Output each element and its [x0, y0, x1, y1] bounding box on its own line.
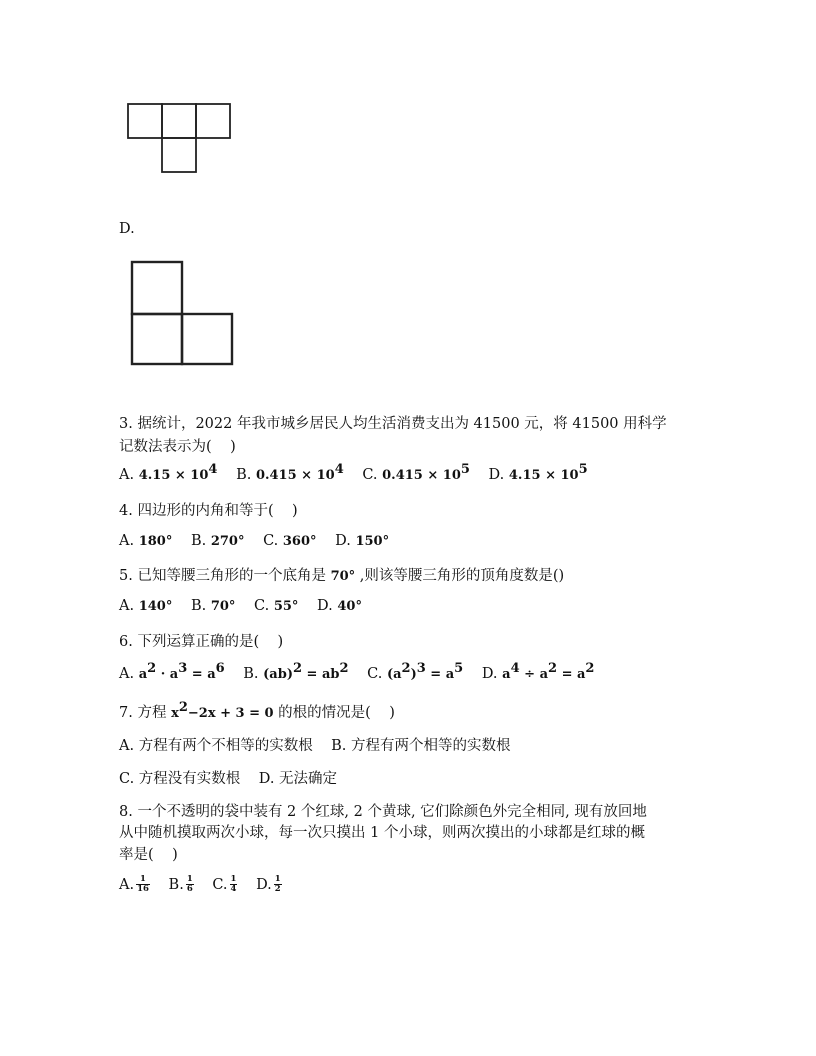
q6-options: [119, 661, 608, 682]
net-square: [132, 262, 182, 314]
q8-option-a[interactable]: A. $\frac{1}{16}$: [119, 874, 149, 894]
q8-option-b[interactable]: B. $\frac{1}{6}$: [168, 874, 193, 894]
q8-line1: 8. 一个不透明的袋中装有 2 个红球, 2 个黄球, 它们除颜色外完全相同, 现有放回地: [119, 804, 647, 820]
q3-option-c[interactable]: C. $0.415 \times 10^5$: [362, 462, 470, 483]
q8-line3: 率是( ): [119, 847, 178, 863]
q7-options-line2[interactable]: C. 方程没有实数根 D. 无法确定: [119, 771, 338, 787]
net-square: [182, 314, 232, 364]
q4-option-c[interactable]: C. 360°: [263, 533, 317, 549]
q5-option-a[interactable]: A. 140°: [119, 598, 173, 614]
q3-options: [119, 462, 602, 483]
net-square: [132, 314, 182, 364]
q8-option-d[interactable]: D. $\frac{1}{2}$: [256, 874, 281, 894]
net-square: [162, 104, 196, 138]
q5-option-c[interactable]: C. 55°: [254, 598, 299, 614]
q8-option-c[interactable]: C. $\frac{1}{4}$: [212, 874, 237, 894]
net-square: [162, 138, 196, 172]
q3-line1: 3. 据统计，2022 年我市城乡居民人均生活消费支出为 41500 元，将 41500 用科学: [119, 416, 667, 432]
net-square: [128, 104, 162, 138]
q4-stem: 4. 四边形的内角和等于( ): [119, 503, 298, 519]
q3-line2: 记数法表示为( ): [119, 439, 236, 455]
q6-option-a[interactable]: A. $a^2 \cdot a^3 = a^6$: [119, 661, 225, 682]
q8-line2: 从中随机摸取两次小球，每一次只摸出 1 个小球，则两次摸出的小球都是红球的概: [119, 825, 645, 841]
q4-options: [119, 533, 403, 549]
q6-option-b[interactable]: B. $(ab)^2 = ab^2$: [243, 661, 349, 682]
q6-stem: 6. 下列运算正确的是( ): [119, 634, 284, 650]
q5-option-b[interactable]: B. 70°: [190, 598, 236, 614]
fraction: $\frac{1}{16}$: [137, 874, 149, 894]
option-d-figure: [124, 254, 240, 370]
net-square: [196, 104, 230, 138]
q7-options-line1[interactable]: A. 方程有两个不相等的实数根 B. 方程有两个相等的实数根: [119, 738, 511, 754]
fraction: $\frac{1}{4}$: [230, 874, 237, 894]
q3-option-d[interactable]: D. $4.15 \times 10^5$: [488, 462, 588, 483]
q8-options: [119, 875, 296, 894]
fraction: $\frac{1}{6}$: [186, 874, 193, 894]
q4-option-a[interactable]: A. 180°: [119, 533, 173, 549]
q6-option-c[interactable]: C. $(a^2)^3 = a^5$: [367, 661, 464, 682]
option-c-figure: [120, 96, 240, 180]
option-d-label: D.: [119, 221, 135, 237]
q3-option-b[interactable]: B. $0.415 \times 10^4$: [236, 462, 344, 483]
q5-option-d[interactable]: D. 40°: [317, 598, 362, 614]
q7-stem: 7. 方程 $x^2-2x + 3 = 0$ 的根的情况是( ): [119, 700, 395, 721]
q5-stem: 5. 已知等腰三角形的一个底角是 70° ,则该等腰三角形的顶角度数是(): [119, 568, 565, 584]
q4-option-b[interactable]: B. 270°: [190, 533, 245, 549]
q3-option-a[interactable]: A. $4.15 \times 10^4$: [119, 462, 218, 483]
fraction: $\frac{1}{2}$: [274, 874, 281, 894]
q6-option-d[interactable]: D. $a^4 \div a^2 = a^2$: [481, 661, 595, 682]
q5-options: [119, 598, 376, 614]
q4-option-d[interactable]: D. 150°: [335, 533, 390, 549]
